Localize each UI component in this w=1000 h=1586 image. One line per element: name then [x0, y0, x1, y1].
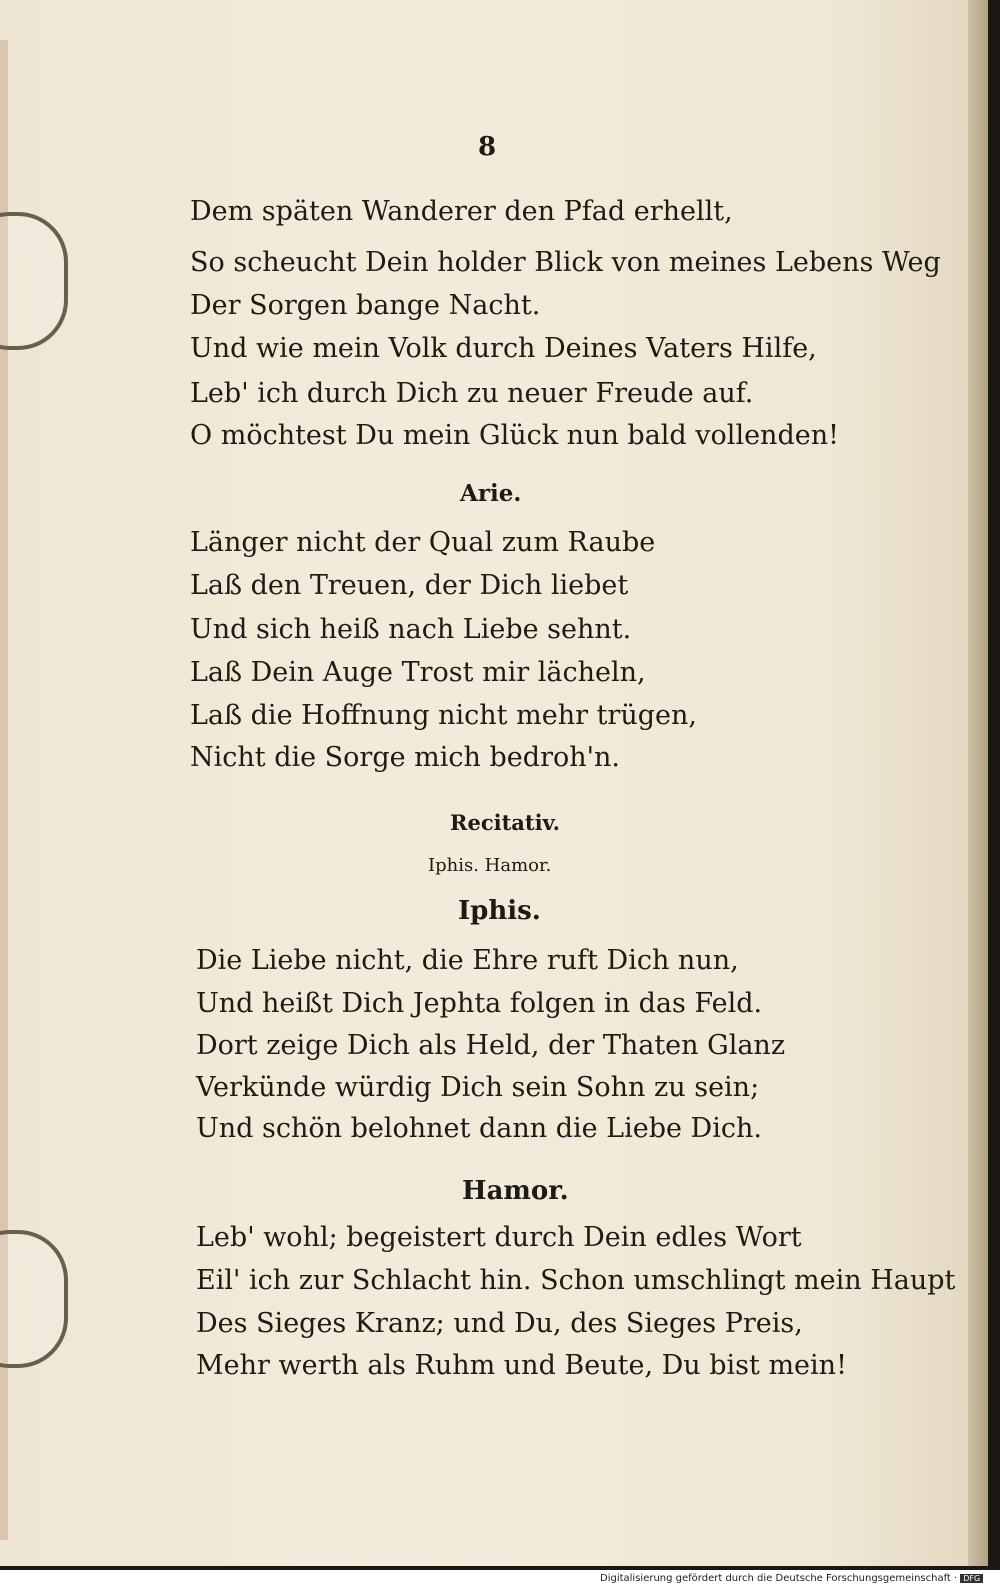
digitization-credit — [600, 1573, 983, 1584]
verse-line: Laß Dein Auge Trost mir lächeln, — [190, 657, 646, 688]
dfg-logo: DFG — [960, 1574, 983, 1583]
page-gutter — [968, 0, 988, 1566]
verse-line: Und wie mein Volk durch Deines Vaters Hilfe, — [190, 333, 817, 364]
verse-line: Dort zeige Dich als Held, der Thaten Glanz — [196, 1030, 786, 1061]
character-list: Iphis. Hamor. — [428, 855, 552, 876]
binding-clip-bottom — [0, 1230, 68, 1368]
verse-line: So scheucht Dein holder Blick von meines Lebens Weg — [190, 247, 941, 278]
verse-line: Des Sieges Kranz; und Du, des Sieges Preis, — [196, 1308, 803, 1339]
verse-line: Leb' ich durch Dich zu neuer Freude auf. — [190, 378, 754, 409]
verse-line: Leb' wohl; begeistert durch Dein edles Wort — [196, 1222, 802, 1253]
verse-line: Laß den Treuen, der Dich liebet — [190, 570, 629, 601]
speaker-hamor: Hamor. — [462, 1176, 569, 1206]
verse-line: Die Liebe nicht, die Ehre ruft Dich nun, — [196, 945, 739, 976]
verse-line: Länger nicht der Qual zum Raube — [190, 527, 656, 558]
verse-line: Und sich heiß nach Liebe sehnt. — [190, 614, 632, 645]
verse-line: Verkünde würdig Dich sein Sohn zu sein; — [196, 1072, 760, 1103]
verse-line: Und heißt Dich Jephta folgen in das Feld. — [196, 988, 763, 1019]
verse-line: Und schön belohnet dann die Liebe Dich. — [196, 1113, 762, 1144]
binding-clip-top — [0, 212, 68, 350]
verse-line: Der Sorgen bange Nacht. — [190, 290, 541, 321]
verse-line: Laß die Hoffnung nicht mehr trügen, — [190, 700, 697, 731]
section-heading-recitativ: Recitativ. — [450, 810, 560, 835]
speaker-iphis: Iphis. — [458, 896, 541, 926]
section-heading-arie: Arie. — [460, 480, 522, 507]
verse-line: O möchtest Du mein Glück nun bald vollenden! — [190, 420, 839, 451]
verse-line: Nicht die Sorge mich bedroh'n. — [190, 742, 621, 773]
page-number: 8 — [478, 132, 497, 162]
credit-text: Digitalisierung gefördert durch die Deutsche Forschungsgemeinschaft · — [600, 1573, 958, 1584]
verse-line: Mehr werth als Ruhm und Beute, Du bist mein! — [196, 1350, 847, 1381]
verse-line: Eil' ich zur Schlacht hin. Schon umschlingt mein Haupt — [196, 1265, 956, 1296]
verse-line: Dem späten Wanderer den Pfad erhellt, — [190, 196, 733, 227]
